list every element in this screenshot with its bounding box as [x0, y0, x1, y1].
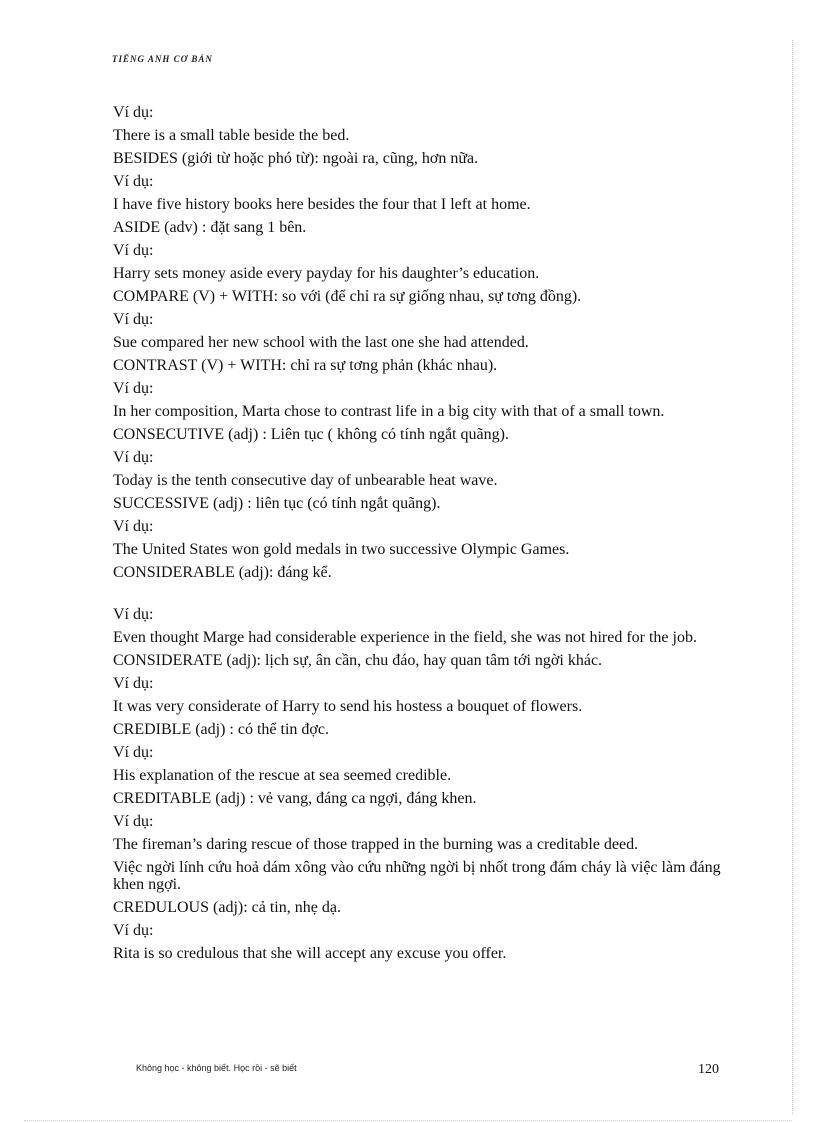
- example-label: Ví dụ:: [113, 922, 154, 939]
- vocabulary-entry: CONSECUTIVE (adj) : Liên tục ( không có tính ngắt quãng).: [113, 426, 509, 443]
- example-sentence: Today is the tenth consecutive day of unbearable heat wave.: [113, 472, 498, 489]
- example-sentence: His explanation of the rescue at sea seemed credible.: [113, 767, 452, 784]
- vocabulary-entry: SUCCESSIVE (adj) : liên tục (có tính ngắt quãng).: [113, 495, 441, 512]
- example-sentence: Sue compared her new school with the last one she had attended.: [113, 334, 529, 351]
- vocabulary-entry: ASIDE (adv) : đặt sang 1 bên.: [113, 219, 307, 236]
- vocabulary-entry: CONSIDERABLE (adj): đáng kể.: [113, 564, 332, 581]
- vocabulary-entry: CREDULOUS (adj): cả tin, nhẹ dạ.: [113, 899, 341, 916]
- vocabulary-entry: BESIDES (giới từ hoặc phó từ): ngoài ra, cũng, hơn nữa.: [113, 150, 479, 167]
- example-label: Ví dụ:: [113, 173, 154, 190]
- vocabulary-entry: CREDITABLE (adj) : vẻ vang, đáng ca ngợi, đáng khen.: [113, 790, 477, 807]
- vocabulary-entry: CONSIDERATE (adj): lịch sự, ân cần, chu đáo, hay quan tâm tới ngời khác.: [113, 652, 603, 669]
- example-sentence: It was very considerate of Harry to send his hostess a bouquet of flowers.: [113, 698, 583, 715]
- example-label: Ví dụ:: [113, 606, 154, 623]
- example-sentence: The United States won gold medals in two successive Olympic Games.: [113, 541, 570, 558]
- example-label: Ví dụ:: [113, 813, 154, 830]
- example-label: Ví dụ:: [113, 104, 154, 121]
- example-sentence: I have five history books here besides the four that I left at home.: [113, 196, 531, 213]
- blank-line: [113, 587, 723, 606]
- example-label: Ví dụ:: [113, 518, 154, 535]
- example-sentence: Even thought Marge had considerable experience in the field, she was not hired for the job.: [113, 629, 697, 646]
- example-label: Ví dụ:: [113, 744, 154, 761]
- page-edge-right: [792, 40, 793, 1115]
- footer-motto: Không học - không biết. Học rồi - sẽ biết: [136, 1063, 297, 1073]
- example-label: Ví dụ:: [113, 675, 154, 692]
- example-sentence: Rita is so credulous that she will accept any excuse you offer.: [113, 945, 507, 962]
- vocabulary-entry: CONTRAST (V) + WITH: chỉ ra sự tơng phản (khác nhau).: [113, 357, 498, 374]
- example-label: Ví dụ:: [113, 311, 154, 328]
- example-sentence: Việc ngời lính cứu hoả dám xông vào cứu những ngời bị nhốt trong đám cháy là việc làm đáng khen ngợi.: [113, 859, 721, 893]
- page-edge-bottom: [24, 1120, 792, 1121]
- example-sentence: In her composition, Marta chose to contrast life in a big city with that of a small town.: [113, 403, 665, 420]
- example-sentence: Harry sets money aside every payday for his daughter’s education.: [113, 265, 540, 282]
- vocabulary-entry: CREDIBLE (adj) : có thể tin đợc.: [113, 721, 329, 738]
- example-sentence: There is a small table beside the bed.: [113, 127, 350, 144]
- vocabulary-entry: COMPARE (V) + WITH: so với (để chỉ ra sự giống nhau, sự tơng đồng).: [113, 288, 582, 305]
- example-label: Ví dụ:: [113, 380, 154, 397]
- page-number: 120: [698, 1062, 719, 1077]
- page-body: [113, 104, 723, 968]
- example-label: Ví dụ:: [113, 449, 154, 466]
- example-sentence: The fireman’s daring rescue of those trapped in the burning was a creditable deed.: [113, 836, 639, 853]
- running-header: TIẾNG ANH CƠ BẢN: [112, 54, 213, 64]
- example-label: Ví dụ:: [113, 242, 154, 259]
